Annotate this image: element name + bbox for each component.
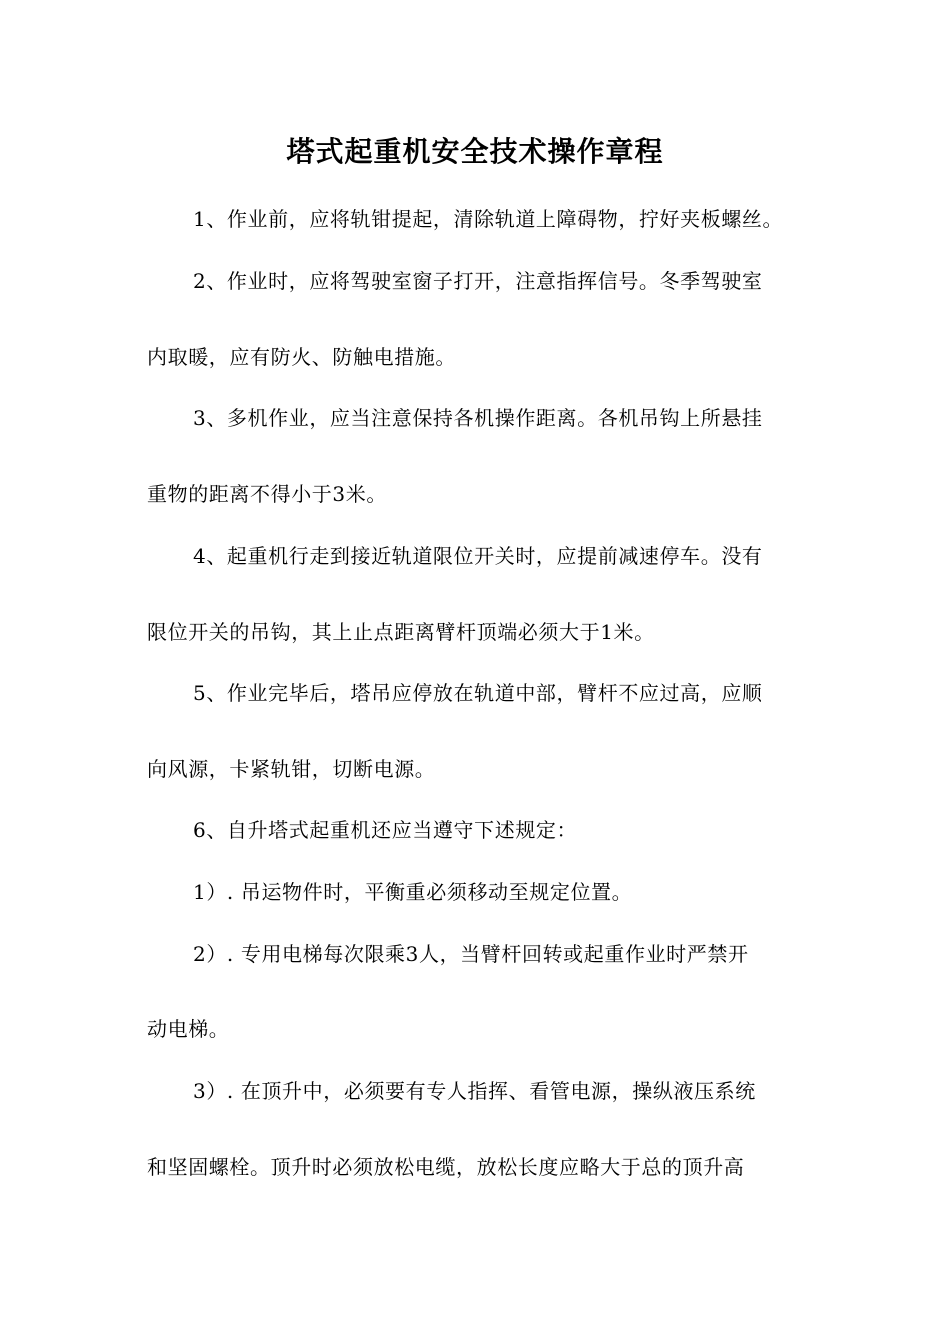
paragraph-line-2: 2、作业时，应将驾驶室窗子打开，注意指挥信号。冬季驾驶室 xyxy=(193,269,763,293)
paragraph-line-10: 6、自升塔式起重机还应当遵守下述规定： xyxy=(193,818,578,842)
paragraph-line-4: 3、多机作业，应当注意保持各机操作距离。各机吊钩上所悬挂 xyxy=(193,406,763,430)
paragraph-line-3: 内取暖，应有防火、防触电措施。 xyxy=(147,345,456,369)
paragraph-line-11: 1）. 吊运物件时，平衡重必须移动至规定位置。 xyxy=(193,880,633,904)
paragraph-line-5: 重物的距离不得小于3米。 xyxy=(147,482,387,506)
paragraph-line-7: 限位开关的吊钩，其上止点距离臂杆顶端必须大于1米。 xyxy=(147,620,655,644)
paragraph-line-1: 1、作业前，应将轨钳提起，清除轨道上障碍物，拧好夹板螺丝。 xyxy=(193,207,784,231)
paragraph-line-13: 动电梯。 xyxy=(147,1017,230,1041)
paragraph-line-14: 3）. 在顶升中，必须要有专人指挥、看管电源，操纵液压系统 xyxy=(193,1079,756,1103)
paragraph-line-6: 4、起重机行走到接近轨道限位开关时，应提前减速停车。没有 xyxy=(193,544,763,568)
paragraph-line-15: 和坚固螺栓。顶升时必须放松电缆，放松长度应略大于总的顶升高 xyxy=(147,1155,745,1179)
document-title: 塔式起重机安全技术操作章程 xyxy=(286,135,664,168)
paragraph-line-12: 2）. 专用电梯每次限乘3人，当臂杆回转或起重作业时严禁开 xyxy=(193,942,749,966)
paragraph-line-9: 向风源，卡紧轨钳，切断电源。 xyxy=(147,757,436,781)
paragraph-line-8: 5、作业完毕后，塔吊应停放在轨道中部，臂杆不应过高，应顺 xyxy=(193,681,763,705)
